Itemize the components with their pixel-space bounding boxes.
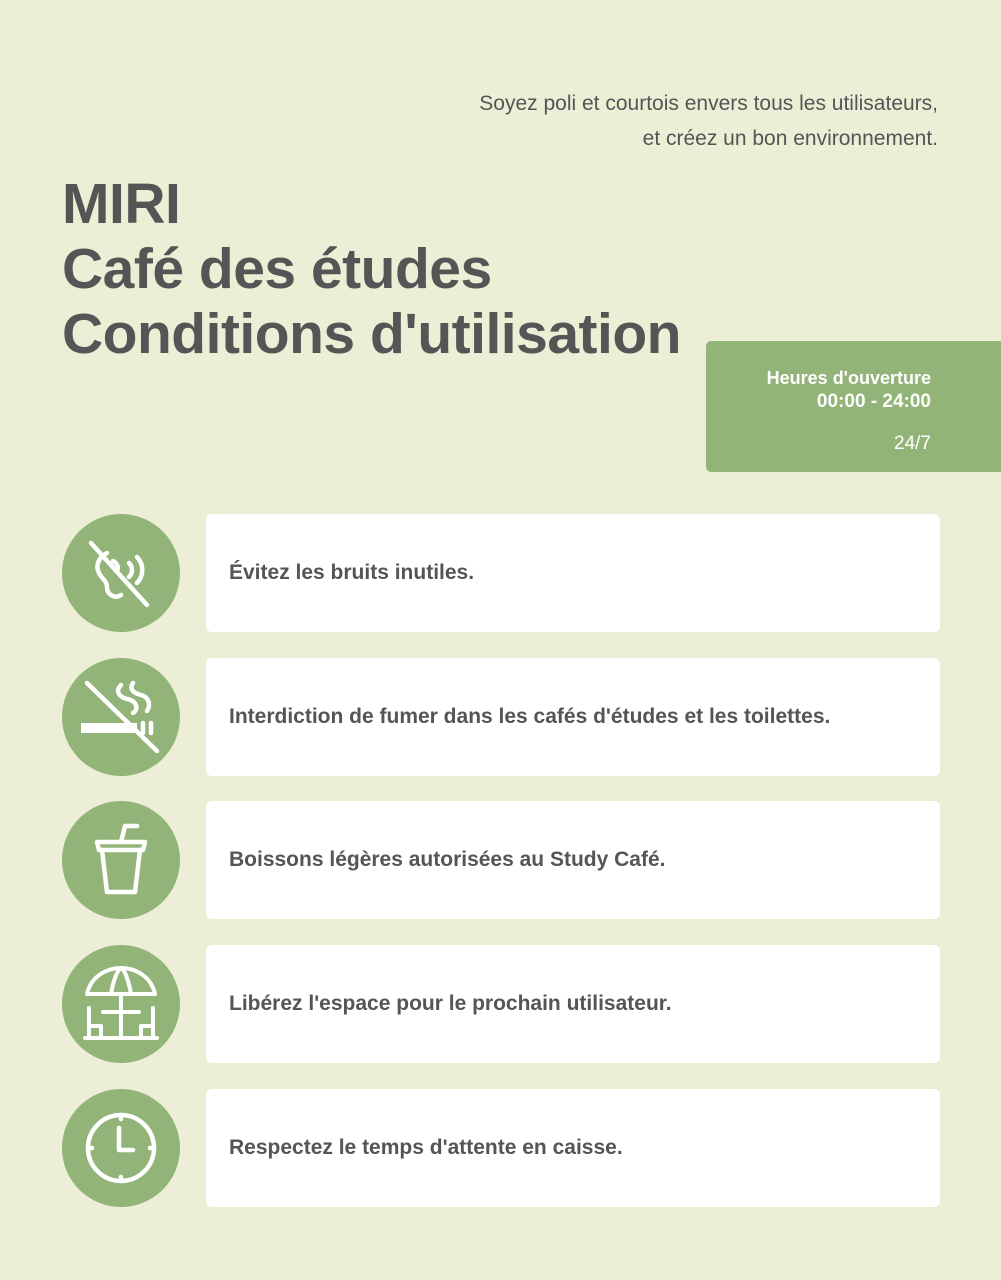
rule-card	[206, 658, 940, 776]
rule-text: Libérez l'espace pour le prochain utilisateur.	[229, 992, 672, 1015]
rule-text: Respectez le temps d'attente en caisse.	[229, 1136, 623, 1159]
clock-icon	[62, 1089, 180, 1207]
rule-item	[62, 945, 940, 1063]
rule-item	[62, 514, 940, 632]
rule-text: Boissons légères autorisées au Study Café.	[229, 848, 666, 871]
rule-item	[62, 1089, 940, 1207]
rule-item	[62, 801, 940, 919]
drink-cup-icon	[62, 801, 180, 919]
rule-card	[206, 801, 940, 919]
opening-hours-box	[706, 341, 1001, 472]
opening-days: 24/7	[894, 433, 931, 454]
no-smoking-icon	[62, 658, 180, 776]
page-title	[62, 172, 681, 367]
tagline-line-1: Soyez poli et courtois envers tous les utilisateurs,	[479, 92, 938, 115]
opening-hours-label: Heures d'ouverture	[766, 368, 931, 388]
rule-item	[62, 658, 940, 776]
rule-card	[206, 945, 940, 1063]
rule-text: Interdiction de fumer dans les cafés d'études et les toilettes.	[229, 705, 831, 728]
title-line-3: Conditions d'utilisation	[62, 302, 681, 366]
tagline-line-2: et créez un bon environnement.	[642, 127, 938, 150]
no-noise-icon	[62, 514, 180, 632]
rule-card	[206, 1089, 940, 1207]
title-line-2: Café des études	[62, 237, 492, 301]
cafe-table-icon	[62, 945, 180, 1063]
title-line-1: MIRI	[62, 172, 181, 236]
tagline	[479, 86, 938, 156]
rule-card	[206, 514, 940, 632]
rule-text: Évitez les bruits inutiles.	[229, 561, 475, 584]
opening-hours-range: 00:00 - 24:00	[816, 391, 931, 412]
